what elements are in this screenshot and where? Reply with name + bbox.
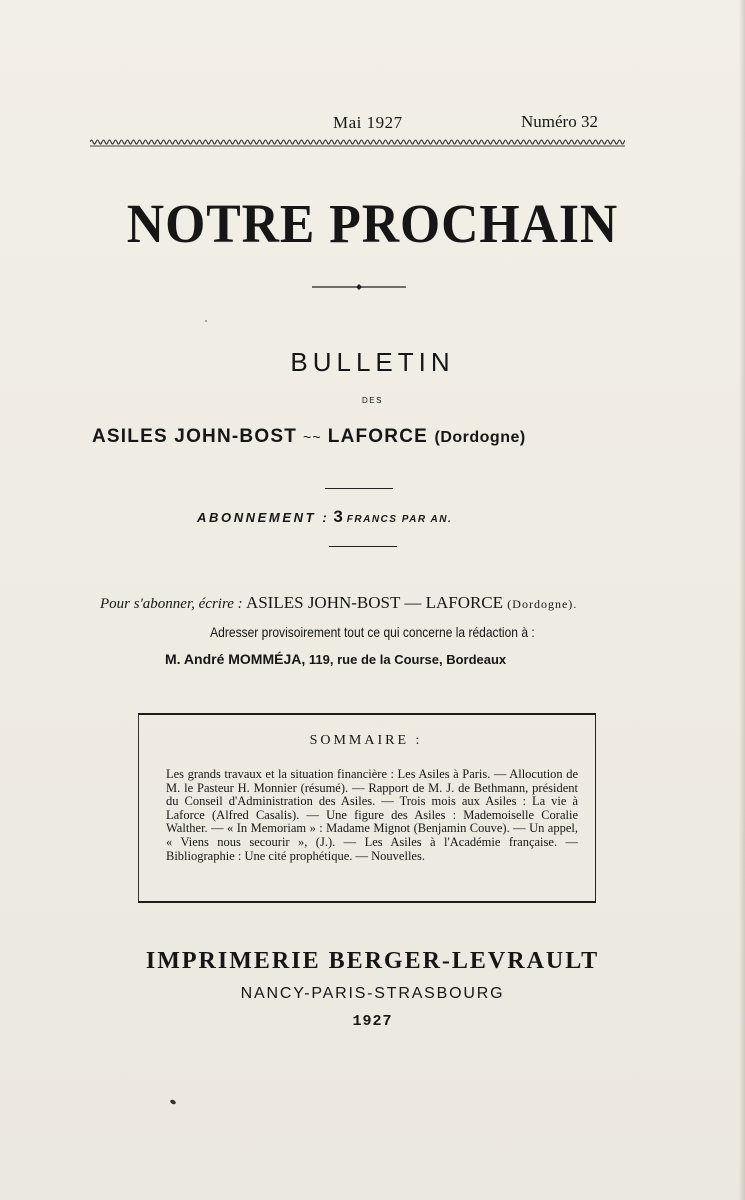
paper-speck — [205, 320, 207, 322]
wavy-rule — [90, 135, 625, 149]
subscribe-address: ASILES JOHN-BOST — LAFORCE — [245, 593, 504, 612]
subscribe-lead: Pour s'abonner, écrire : — [100, 596, 243, 612]
editor-contact — [165, 651, 506, 667]
summary-text: Les grands travaux et la situation financière : Les Asiles à Paris. — Allocution de M. le Pasteur H. Monnier (résumé). — Rapport de M. J. de Bethmann, président du Conseil d'Administration des Asiles. — Trois mois aux Asiles : La vie à Laforce (Alfred Casalis). — Une figure des Asiles : Mademoiselle Coralie Walther. — « In Memoriam » : Madame Mignot (Benjamin Couve). — Un appel, « Viens nous secourir », (J.). — Les Asiles à l'Académie française. — Bibliographie : Une cité prophétique. — Nouvelles. — [166, 767, 578, 863]
subscription-unit: FRANCS PAR AN. — [346, 514, 453, 525]
editor-name: M. André MOMMÉJA, — [165, 651, 306, 667]
subscription-amount: 3 — [333, 507, 343, 526]
editor-street: rue de la Course, Bordeaux — [337, 652, 507, 667]
editor-street-number: 119, — [308, 652, 334, 667]
main-title: NOTRE PROCHAIN — [126, 193, 619, 254]
editorial-notice: Adresser provisoirement tout ce qui concerne la rédaction à : — [210, 624, 535, 640]
bulletin-heading: BULLETIN — [290, 347, 455, 377]
printer-cities: NANCY-PARIS-STRASBOURG — [240, 985, 505, 1002]
des-label: DES — [362, 396, 383, 405]
ink-speck — [169, 1099, 176, 1105]
subscription-label: ABONNEMENT : — [197, 510, 330, 525]
asiles-place: LAFORCE — [327, 426, 428, 447]
title-ornament-rule — [312, 282, 406, 292]
divider-rule-bottom — [329, 546, 397, 547]
issue-number: Numéro 32 — [521, 112, 598, 131]
issue-date: Mai 1927 — [333, 113, 403, 132]
printer-year: 1927 — [352, 1013, 393, 1030]
subscribe-instructions — [100, 593, 577, 613]
asiles-region: (Dordogne) — [434, 429, 526, 446]
asiles-separator: ~~ — [303, 429, 322, 445]
subscription-line — [197, 507, 452, 527]
subscribe-region: (Dordogne). — [507, 597, 578, 611]
printer-name: IMPRIMERIE BERGER-LEVRAULT — [145, 948, 600, 974]
summary-heading: SOMMAIRE : — [309, 733, 423, 748]
asiles-line — [92, 426, 526, 448]
divider-rule-top — [325, 488, 393, 489]
asiles-name: ASILES JOHN-BOST — [92, 426, 297, 447]
